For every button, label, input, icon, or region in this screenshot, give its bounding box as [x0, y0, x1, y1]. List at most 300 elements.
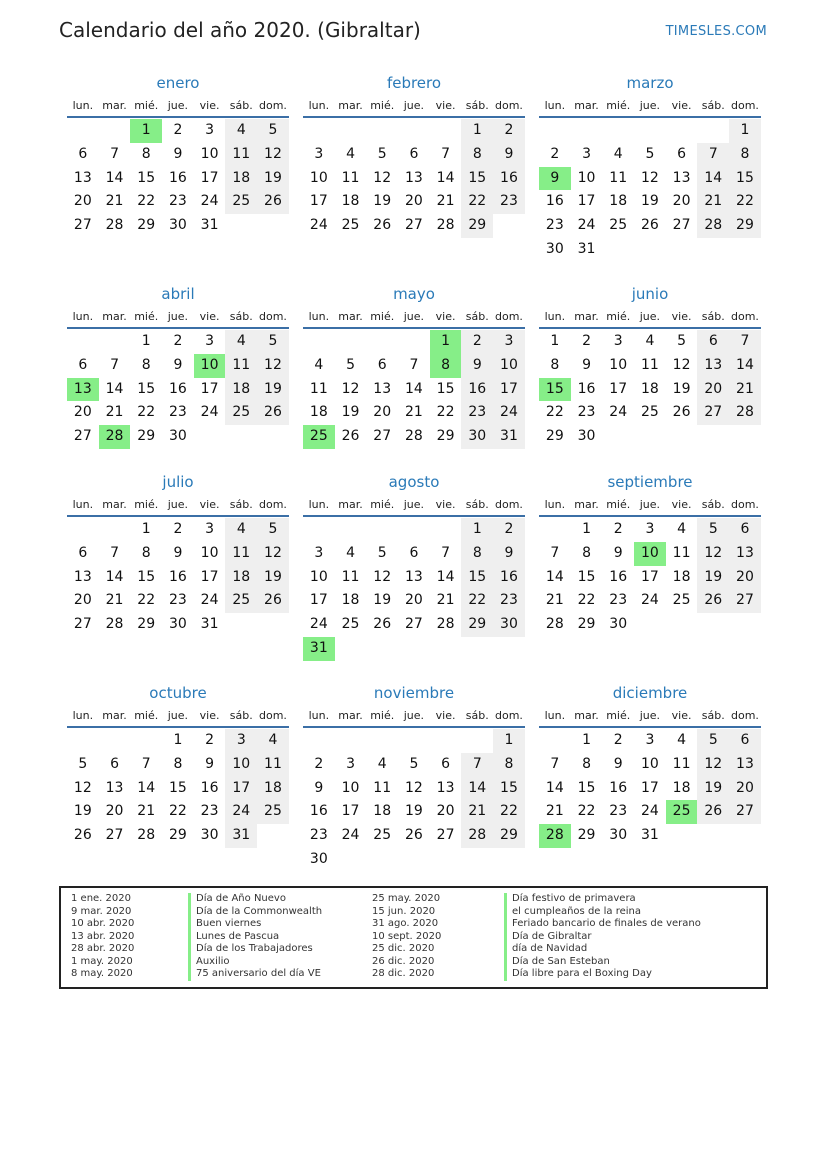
day-grid: [539, 729, 761, 848]
day-cell: 31: [493, 425, 525, 449]
day-cell: 25: [341, 616, 360, 633]
legend-holiday-name: Día festivo de primavera: [504, 893, 701, 906]
weekday-label: jue.: [403, 99, 425, 112]
day-cell: 13: [105, 779, 124, 796]
empty-cell: [729, 824, 761, 848]
holiday-day: 13: [67, 378, 99, 402]
day-cell: 29: [545, 428, 564, 445]
empty-cell: [430, 518, 462, 542]
weekday-label: mar.: [102, 310, 127, 323]
day-cell: 19: [697, 777, 729, 801]
day-cell: 29: [137, 217, 156, 234]
weekday-label: mar.: [338, 99, 363, 112]
day-cell: 23: [609, 592, 628, 609]
day-cell: 26: [373, 217, 392, 234]
weekday-label: vie.: [435, 498, 456, 511]
weekday-label: mié.: [606, 709, 631, 722]
day-cell: 21: [105, 404, 124, 421]
day-cell: 26: [697, 589, 729, 613]
day-cell: 12: [672, 356, 691, 373]
day-cell: 7: [110, 356, 119, 373]
day-cell: 26: [640, 217, 659, 234]
day-cell: 14: [436, 568, 455, 585]
legend-date: 25 dic. 2020: [372, 943, 435, 954]
day-cell: 2: [173, 333, 183, 349]
day-cell: 13: [697, 354, 729, 378]
month-name: mayo: [393, 285, 435, 303]
day-cell: 20: [729, 777, 761, 801]
empty-cell: [398, 330, 430, 354]
weekday-label: lun.: [544, 310, 566, 323]
day-cell: 22: [545, 404, 564, 421]
empty-cell: [666, 119, 698, 143]
day-grid: [67, 518, 289, 637]
empty-cell: [335, 518, 367, 542]
weekday-label: vie.: [199, 310, 220, 323]
day-cell: 30: [609, 827, 628, 844]
month-julio: [67, 472, 289, 637]
day-cell: 11: [672, 755, 691, 772]
weekday-label: sáb.: [701, 498, 725, 511]
day-cell: 14: [545, 568, 564, 585]
day-cell: 2: [550, 145, 560, 162]
month-name: septiembre: [607, 473, 693, 491]
weekday-label: jue.: [639, 709, 661, 722]
empty-cell: [303, 119, 335, 143]
day-cell: 31: [225, 824, 257, 848]
day-cell: 12: [257, 542, 289, 566]
month-octubre: [67, 683, 289, 848]
day-cell: 24: [309, 616, 328, 633]
day-cell: 14: [461, 777, 493, 801]
month-name: marzo: [626, 74, 674, 92]
day-cell: 24: [309, 217, 328, 234]
day-cell: 7: [110, 145, 119, 162]
month-name: febrero: [386, 74, 442, 92]
day-cell: 16: [609, 568, 628, 585]
day-cell: 5: [257, 518, 289, 542]
day-cell: 9: [173, 145, 183, 162]
weekday-label: jue.: [639, 310, 661, 323]
weekday-label: mar.: [102, 99, 127, 112]
day-cell: 22: [461, 589, 493, 613]
empty-cell: [729, 425, 761, 449]
day-cell: 8: [582, 544, 591, 561]
legend-holiday-name: Día de Gibraltar: [504, 931, 701, 944]
day-cell: 25: [225, 190, 257, 214]
day-grid: [539, 518, 761, 637]
weekday-label: sáb.: [465, 99, 489, 112]
day-cell: 30: [309, 850, 328, 867]
day-cell: 4: [346, 145, 355, 162]
weekday-label: mié.: [134, 498, 159, 511]
day-cell: 27: [404, 616, 423, 633]
day-cell: 30: [461, 425, 493, 449]
day-cell: 11: [341, 169, 360, 186]
day-cell: 24: [577, 217, 596, 234]
weekday-label: lun.: [72, 99, 94, 112]
day-cell: 20: [729, 566, 761, 590]
empty-cell: [539, 518, 571, 542]
day-cell: 28: [105, 217, 124, 234]
day-cell: 26: [257, 401, 289, 425]
month-diciembre: [539, 683, 761, 848]
day-cell: 16: [168, 169, 187, 186]
month-name: octubre: [149, 684, 207, 702]
day-cell: 2: [493, 119, 525, 143]
day-grid: [67, 330, 289, 449]
day-cell: 23: [577, 404, 596, 421]
day-cell: 4: [314, 356, 324, 373]
brand-link[interactable]: TIMESLES.COM: [665, 24, 767, 39]
day-cell: 21: [404, 404, 423, 421]
day-cell: 11: [672, 544, 691, 561]
day-grid: [67, 119, 289, 238]
month-name: julio: [162, 473, 194, 491]
day-cell: 21: [137, 803, 156, 820]
month-enero: [67, 73, 289, 238]
day-cell: 17: [225, 777, 257, 801]
weekday-label: mar.: [574, 498, 599, 511]
day-cell: 5: [78, 755, 88, 772]
day-cell: 25: [373, 827, 392, 844]
day-cell: 7: [141, 755, 151, 772]
day-cell: 16: [577, 380, 596, 397]
day-cell: 17: [341, 803, 360, 820]
day-cell: 7: [409, 356, 419, 373]
holiday-legend: [59, 886, 768, 989]
day-cell: 14: [404, 380, 423, 397]
day-cell: 18: [672, 779, 691, 796]
empty-cell: [461, 848, 493, 872]
weekday-label: dom.: [731, 709, 759, 722]
day-cell: 13: [404, 169, 423, 186]
weekday-label: dom.: [495, 99, 523, 112]
empty-cell: [430, 729, 462, 753]
day-cell: 1: [461, 518, 493, 542]
month-mayo: [303, 284, 525, 449]
empty-cell: [398, 518, 430, 542]
weekday-label: vie.: [435, 709, 456, 722]
day-cell: 7: [550, 755, 560, 772]
day-cell: 22: [168, 803, 187, 820]
day-cell: 1: [141, 521, 151, 537]
day-cell: 3: [314, 145, 324, 162]
day-cell: 23: [461, 401, 493, 425]
empty-cell: [493, 214, 525, 238]
day-cell: 7: [441, 544, 451, 561]
weekday-label: dom.: [731, 99, 759, 112]
day-cell: 2: [582, 333, 591, 349]
day-cell: 8: [550, 356, 560, 373]
day-cell: 14: [729, 354, 761, 378]
legend-date: 15 jun. 2020: [372, 905, 436, 917]
day-cell: 6: [441, 755, 451, 772]
day-cell: 22: [137, 193, 156, 210]
day-cell: 12: [341, 380, 360, 397]
legend-holiday-name: el cumpleaños de la reina: [504, 906, 701, 919]
day-cell: 15: [577, 568, 596, 585]
day-cell: 22: [493, 800, 525, 824]
empty-cell: [366, 848, 398, 872]
holiday-day: 8: [430, 354, 462, 378]
day-cell: 31: [200, 217, 219, 234]
day-grid: [303, 330, 525, 449]
empty-cell: [493, 848, 525, 872]
weekday-label: jue.: [403, 310, 425, 323]
day-cell: 30: [200, 827, 219, 844]
day-cell: 26: [257, 589, 289, 613]
day-cell: 8: [141, 356, 151, 373]
day-cell: 12: [404, 779, 423, 796]
empty-cell: [225, 425, 257, 449]
day-cell: 28: [545, 616, 564, 633]
weekday-label: lun.: [72, 310, 94, 323]
day-cell: 18: [225, 378, 257, 402]
weekday-header: [67, 307, 289, 329]
day-cell: 20: [73, 404, 92, 421]
day-cell: 10: [640, 755, 659, 772]
day-cell: 29: [577, 616, 596, 633]
day-cell: 22: [137, 404, 156, 421]
weekday-label: lun.: [544, 99, 566, 112]
empty-cell: [366, 330, 398, 354]
day-cell: 17: [493, 378, 525, 402]
day-cell: 11: [640, 356, 659, 373]
day-cell: 24: [225, 800, 257, 824]
day-cell: 6: [78, 145, 88, 162]
weekday-label: vie.: [671, 99, 692, 112]
empty-cell: [729, 238, 761, 262]
day-cell: 8: [141, 544, 151, 561]
day-cell: 23: [545, 217, 564, 234]
day-cell: 16: [545, 193, 564, 210]
day-cell: 24: [200, 193, 219, 210]
weekday-header: [539, 96, 761, 118]
weekday-header: [67, 96, 289, 118]
month-abril: [67, 284, 289, 449]
day-cell: 14: [137, 779, 156, 796]
empty-cell: [602, 425, 634, 449]
weekday-label: sáb.: [465, 310, 489, 323]
day-cell: 21: [545, 592, 564, 609]
legend-holiday-name: Día de la Commonwealth: [188, 906, 322, 919]
day-cell: 1: [582, 521, 591, 537]
day-cell: 8: [461, 542, 493, 566]
day-cell: 15: [493, 777, 525, 801]
legend-date: 1 ene. 2020: [71, 893, 131, 904]
weekday-label: dom.: [495, 709, 523, 722]
day-cell: 16: [168, 380, 187, 397]
day-cell: 3: [225, 729, 257, 753]
holiday-day: 28: [99, 425, 131, 449]
day-cell: 11: [225, 143, 257, 167]
day-grid: [303, 119, 525, 238]
day-cell: 28: [436, 217, 455, 234]
day-cell: 22: [577, 803, 596, 820]
legend-date: 1 may. 2020: [71, 955, 133, 967]
day-cell: 24: [640, 803, 659, 820]
day-cell: 9: [613, 544, 623, 561]
day-cell: 8: [461, 143, 493, 167]
day-cell: 25: [341, 217, 360, 234]
day-cell: 14: [105, 380, 124, 397]
weekday-label: lun.: [308, 498, 330, 511]
day-cell: 10: [200, 544, 219, 561]
day-cell: 10: [341, 779, 360, 796]
day-cell: 16: [309, 803, 328, 820]
weekday-label: dom.: [495, 310, 523, 323]
day-cell: 6: [377, 356, 387, 373]
day-cell: 25: [640, 404, 659, 421]
day-cell: 2: [461, 330, 493, 354]
day-cell: 20: [373, 404, 392, 421]
legend-date: 26 dic. 2020: [372, 955, 435, 967]
legend-holiday-name: Buen viernes: [188, 918, 322, 931]
day-cell: 30: [609, 616, 628, 633]
day-cell: 24: [200, 592, 219, 609]
weekday-label: mar.: [338, 498, 363, 511]
day-cell: 30: [168, 217, 187, 234]
day-cell: 13: [729, 753, 761, 777]
day-cell: 8: [141, 145, 151, 162]
weekday-label: sáb.: [229, 709, 253, 722]
empty-cell: [335, 848, 367, 872]
day-cell: 12: [373, 169, 392, 186]
day-cell: 20: [73, 193, 92, 210]
empty-cell: [99, 330, 131, 354]
weekday-label: mar.: [338, 310, 363, 323]
empty-cell: [697, 613, 729, 637]
weekday-label: jue.: [167, 99, 189, 112]
day-cell: 9: [205, 755, 215, 772]
empty-cell: [634, 613, 666, 637]
day-grid: [303, 729, 525, 872]
day-cell: 23: [200, 803, 219, 820]
day-cell: 27: [373, 428, 392, 445]
weekday-header: [539, 706, 761, 728]
weekday-label: lun.: [72, 498, 94, 511]
empty-cell: [366, 637, 398, 661]
empty-cell: [634, 425, 666, 449]
day-cell: 12: [373, 568, 392, 585]
day-cell: 19: [640, 193, 659, 210]
day-cell: 6: [78, 356, 88, 373]
day-cell: 29: [137, 616, 156, 633]
day-cell: 17: [309, 193, 328, 210]
day-cell: 19: [697, 566, 729, 590]
day-cell: 12: [73, 779, 92, 796]
day-cell: 21: [461, 800, 493, 824]
day-cell: 29: [577, 827, 596, 844]
day-cell: 13: [436, 779, 455, 796]
day-cell: 26: [341, 428, 360, 445]
weekday-header: [303, 96, 525, 118]
legend-date: 28 abr. 2020: [71, 943, 135, 954]
day-cell: 27: [105, 827, 124, 844]
empty-cell: [602, 238, 634, 262]
day-cell: 1: [550, 333, 560, 349]
day-cell: 11: [609, 169, 628, 186]
day-cell: 27: [697, 401, 729, 425]
day-cell: 19: [257, 566, 289, 590]
day-cell: 30: [545, 240, 564, 257]
empty-cell: [461, 729, 493, 753]
weekday-label: lun.: [72, 709, 94, 722]
legend-date: 25 may. 2020: [372, 893, 441, 904]
day-cell: 7: [729, 330, 761, 354]
day-cell: 2: [173, 521, 183, 537]
day-cell: 13: [73, 568, 92, 585]
legend-names-left: [188, 893, 322, 981]
day-cell: 5: [697, 729, 729, 753]
weekday-header: [67, 706, 289, 728]
weekday-label: sáb.: [465, 498, 489, 511]
holiday-day: 28: [539, 824, 571, 848]
day-cell: 27: [729, 800, 761, 824]
day-cell: 26: [672, 404, 691, 421]
day-cell: 17: [577, 193, 596, 210]
day-cell: 22: [461, 190, 493, 214]
day-cell: 3: [645, 521, 655, 537]
legend-holiday-name: Auxilio: [188, 956, 322, 969]
weekday-label: jue.: [167, 498, 189, 511]
day-cell: 17: [309, 592, 328, 609]
day-cell: 22: [436, 404, 455, 421]
day-cell: 5: [257, 330, 289, 354]
weekday-label: jue.: [403, 498, 425, 511]
day-cell: 24: [640, 592, 659, 609]
day-cell: 19: [73, 803, 92, 820]
empty-cell: [67, 119, 99, 143]
legend-date: 28 dic. 2020: [372, 968, 435, 979]
weekday-label: dom.: [731, 498, 759, 511]
day-cell: 14: [697, 167, 729, 191]
empty-cell: [539, 729, 571, 753]
weekday-label: mié.: [134, 99, 159, 112]
empty-cell: [634, 238, 666, 262]
legend-date: 10 abr. 2020: [71, 918, 135, 929]
day-cell: 1: [493, 729, 525, 753]
empty-cell: [461, 637, 493, 661]
day-cell: 25: [609, 217, 628, 234]
day-cell: 18: [672, 568, 691, 585]
day-cell: 3: [645, 732, 655, 748]
day-cell: 6: [729, 729, 761, 753]
day-cell: 29: [493, 824, 525, 848]
month-name: diciembre: [612, 684, 688, 702]
day-cell: 1: [173, 732, 183, 748]
day-cell: 3: [205, 333, 215, 349]
day-cell: 11: [257, 753, 289, 777]
holiday-day: 1: [130, 119, 162, 143]
empty-cell: [99, 119, 131, 143]
day-cell: 9: [173, 356, 183, 373]
day-cell: 23: [493, 589, 525, 613]
weekday-label: sáb.: [229, 310, 253, 323]
day-cell: 4: [645, 333, 655, 349]
weekday-label: vie.: [671, 709, 692, 722]
day-cell: 26: [73, 827, 92, 844]
weekday-label: vie.: [671, 498, 692, 511]
empty-cell: [398, 119, 430, 143]
empty-cell: [257, 824, 289, 848]
day-cell: 27: [73, 428, 92, 445]
day-cell: 20: [436, 803, 455, 820]
day-cell: 12: [697, 542, 729, 566]
day-cell: 4: [346, 544, 355, 561]
day-cell: 20: [404, 592, 423, 609]
